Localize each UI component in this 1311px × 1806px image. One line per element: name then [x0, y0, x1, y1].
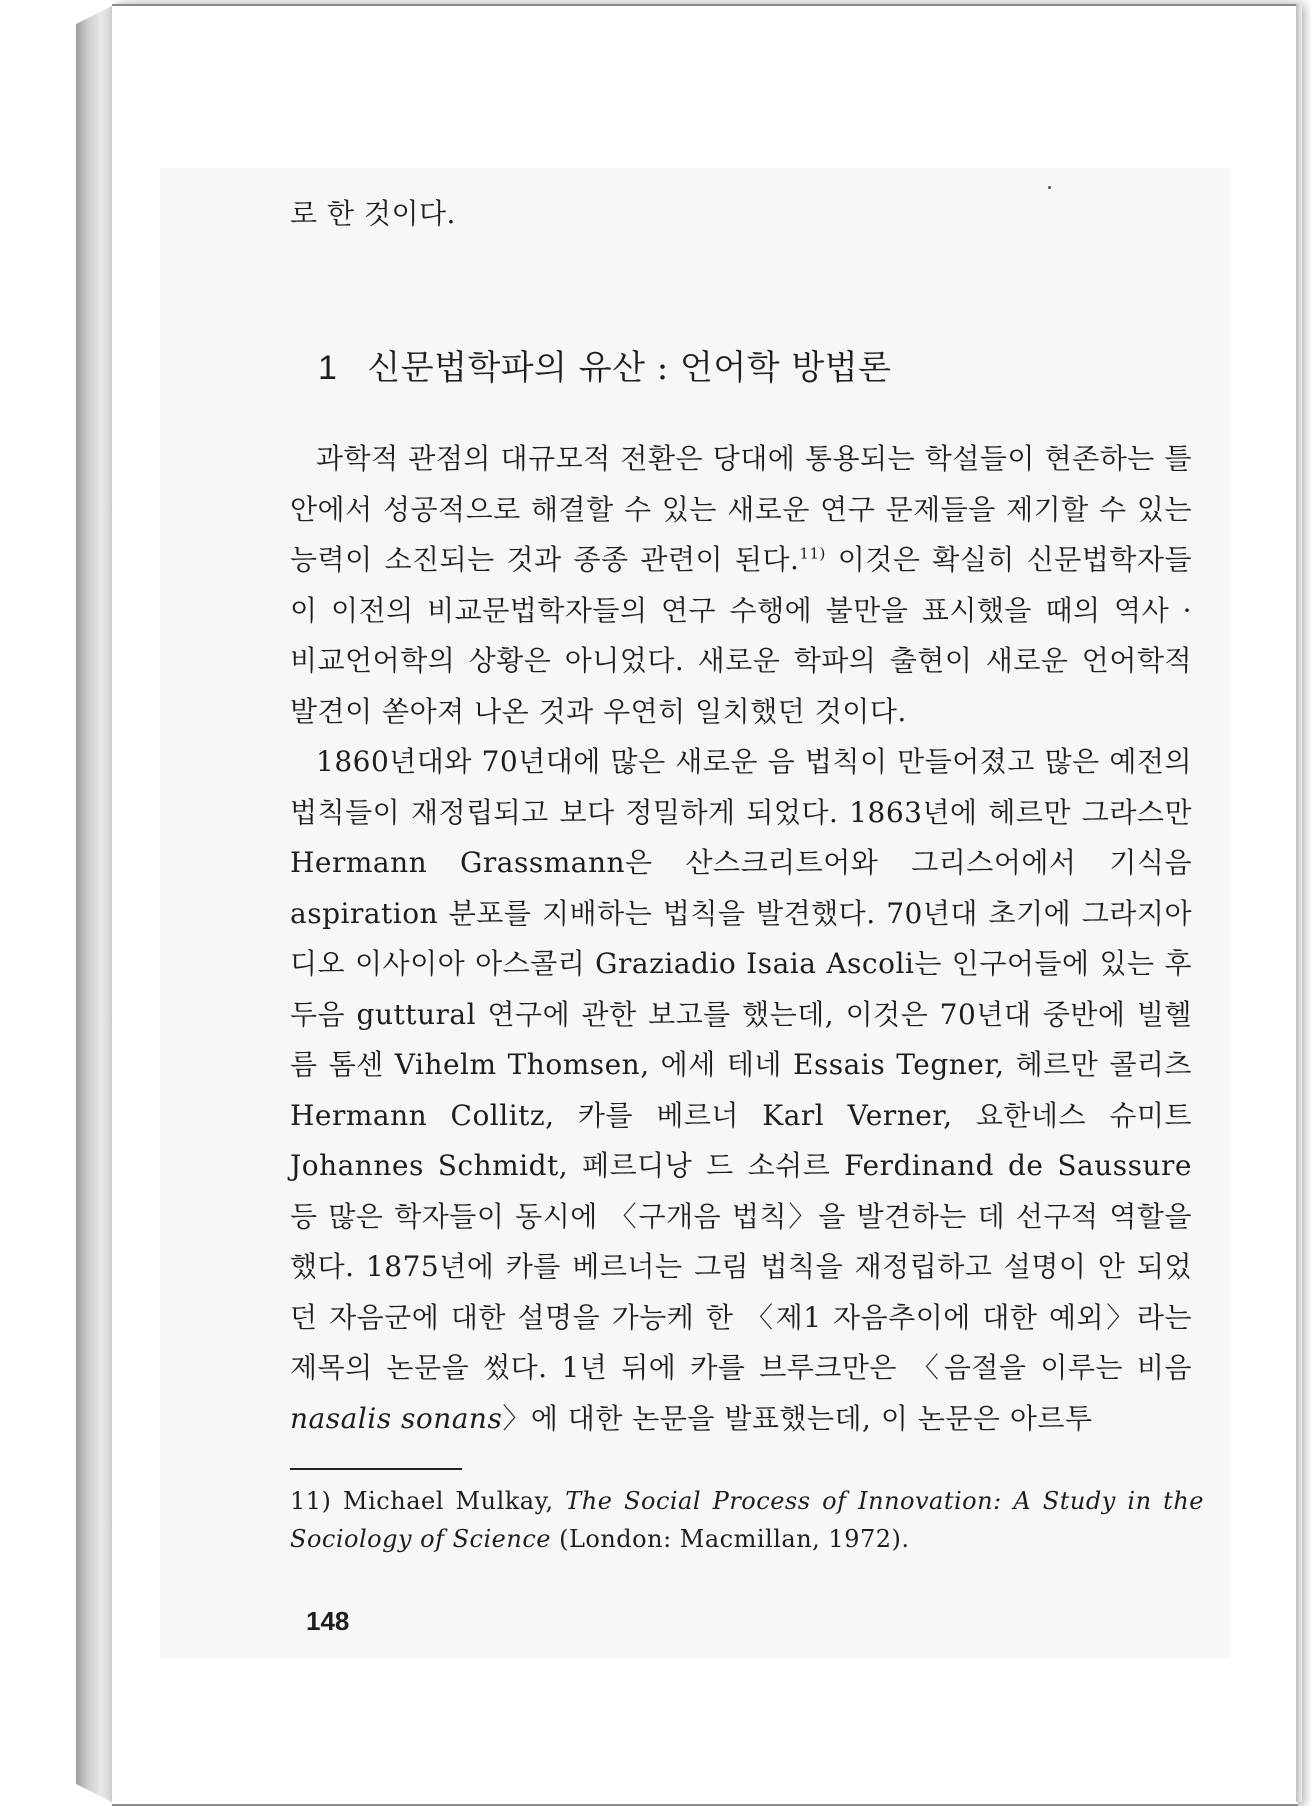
paragraph-1-text-b: 이것은 확실히 신문법학자들이 이전의 비교문법학자들의 연구 수행에 불만을 표시했을 때의 역사 · 비교언어학의 상황은 아니었다. 새로운 학파의 출현이 새로운 언어학적 발견이 쏟아져 나온 것과 우연히 일치했던 것이다.	[290, 543, 1192, 728]
paragraph-1	[290, 434, 1192, 737]
page-edge	[1296, 4, 1302, 1802]
body-text	[290, 434, 1192, 1444]
section-number: 1	[318, 349, 338, 387]
book-spine	[76, 6, 112, 1802]
paragraph-2	[290, 737, 1192, 1444]
page-number: 148	[306, 1606, 350, 1636]
paragraph-2-italic-term: nasalis sonans	[290, 1401, 503, 1435]
section-heading	[318, 340, 1218, 389]
paragraph-1-text-a: 과학적 관점의 대규모적 전환은 당대에 통용되는 학설들이 현존하는 틀 안에서 성공적으로 해결할 수 있는 새로운 연구 문제들을 제기할 수 있는 능력이 소진되는 것과 종종 관련이 된다.	[290, 442, 1192, 576]
section-title: 신문법학파의 유산 : 언어학 방법론	[367, 348, 892, 388]
footnote-publisher: (London: Macmillan, 1972).	[550, 1525, 910, 1553]
continued-line: 로 한 것이다.	[290, 197, 456, 230]
paragraph-2-text-b: 〉에 대한 논문을 발표했는데, 이 논문은 아르투	[502, 1401, 1093, 1435]
footnote-book-title: The Social Process of Innovation: A Study in the Sociology of Science	[290, 1487, 1204, 1553]
paragraph-2-text-a: 1860년대와 70년대에 많은 새로운 음 법칙이 만들어졌고 많은 예전의 법칙들이 재정립되고 보다 정밀하게 되었다. 1863년에 헤르만 그라스만 Hermann Grassmann은 산스크리트어와 그리스어에서 기식음 aspiration 분포를 지배하는 법칙을 발견했다. 70년대 초기에 그라지아디오 이사이아 아스콜리 Graziadio Isaia Ascoli는 인구어들에 있는 후두음 guttural 연구에 관한 보고를 했는데, 이것은 70년대 중반에 빌헬름 톰센 Vihelm Thomsen, 에세 테네 Essais Tegner, 헤르만 콜리츠 Hermann Collitz, 카를 베르너 Karl Verner, 요한네스 슈미트 Johannes Schmidt, 페르디낭 드 소쉬르 Ferdinand de Saussure 등 많은 학자들이 동시에 〈구개음 법칙〉을 발견하는 데 선구적 역할을 했다. 1875년에 카를 베르너는 그림 법칙을 재정립하고 설명이 안 되었던 자음군에 대한 설명을 가능케 한 〈제1 자음추이에 대한 예외〉라는 제목의 논문을 썼다. 1년 뒤에 카를 브루크만은 〈음절을 이루는 비음	[290, 745, 1192, 1384]
footnote-reference: 11)	[799, 544, 826, 563]
footnote	[290, 1482, 1204, 1558]
footnote-marker: 11)	[290, 1487, 332, 1515]
scan-speck	[1048, 186, 1051, 189]
footnote-rule	[290, 1468, 462, 1470]
footnote-author: Michael Mulkay,	[331, 1487, 566, 1515]
